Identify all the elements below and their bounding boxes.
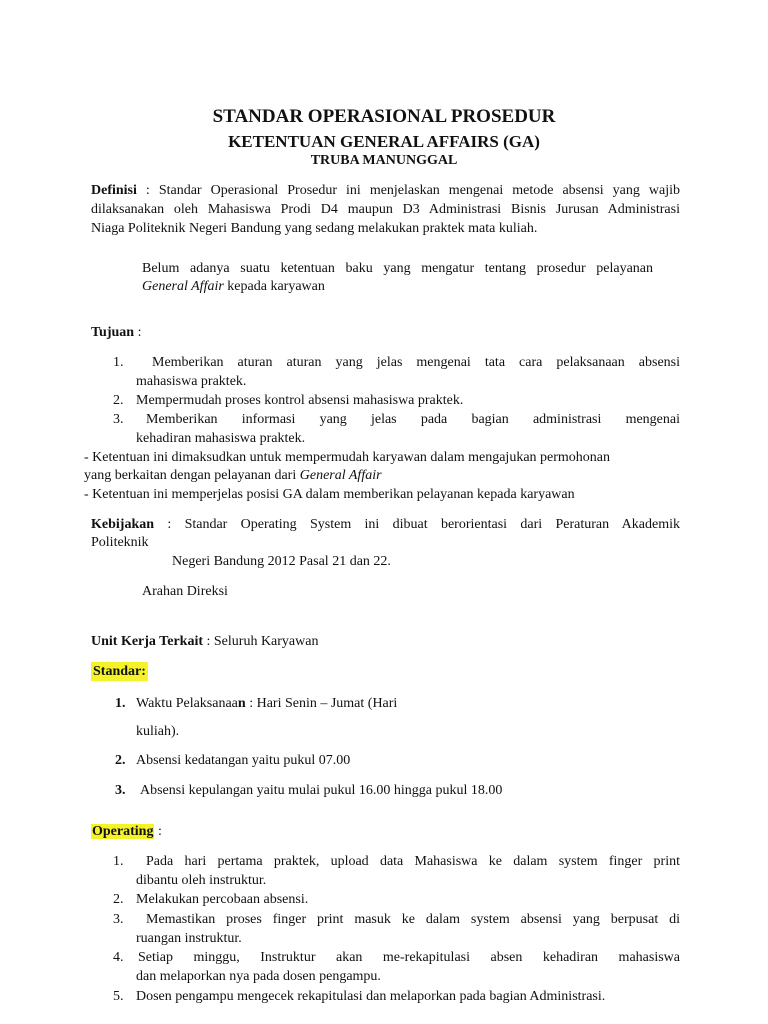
definisi-line-2: dilaksanakan oleh Mahasiswa Prodi D4 maupun D3 Administrasi Bisnis Jurusan Administrasi: [91, 202, 680, 217]
operating-item-3-line-2: ruangan instruktur.: [136, 931, 242, 946]
operating-label: Operating: [92, 824, 154, 839]
operating-item-4-num: 4.: [113, 950, 124, 965]
standar-item-1-bold: n: [237, 696, 246, 711]
company-name: TRUBA MANUNGGAL: [310, 153, 458, 168]
kebijakan-line-4: Arahan Direksi: [142, 584, 228, 599]
standar-item-3-num: 3.: [115, 783, 126, 798]
operating-item-4-line-1: Setiap minggu, Instruktur akan me-rekapitulasi absen kehadiran mahasiswa: [138, 950, 680, 965]
tujuan-sep: :: [134, 325, 142, 340]
tujuan-label: Tujuan: [91, 325, 135, 340]
operating-item-5-line-1: Dosen pengampu mengecek rekapitulasi dan melaporkan pada bagian Administrasi.: [136, 989, 606, 1004]
kebijakan-label: Kebijakan: [91, 517, 155, 532]
latar-line-2: [142, 277, 325, 296]
tujuan-item-1-line-2: mahasiswa praktek.: [136, 374, 247, 389]
operating-item-4-line-2: dan melaporkan nya pada dosen pengampu.: [136, 969, 381, 984]
tujuan-note-2: - Ketentuan ini memperjelas posisi GA dalam memberikan pelayanan kepada karyawan: [84, 487, 575, 502]
operating-sep: :: [154, 824, 162, 839]
kebijakan-text-1: : Standar Operating System ini dibuat berorientasi dari Peraturan Akademik: [154, 517, 680, 532]
definisi-text-1: Standar Operasional Prosedur ini menjelaskan mengenai metode absensi yang wajib: [158, 183, 681, 198]
tujuan-item-1-num: 1.: [113, 355, 124, 370]
standar-item-1-num: 1.: [115, 696, 126, 711]
standar-item-1-rest: : Hari Senin – Jumat (Hari: [245, 696, 398, 711]
unit-kerja-label: Unit Kerja Terkait: [91, 634, 203, 649]
operating-heading: [91, 822, 162, 841]
tujuan-item-2-num: 2.: [113, 393, 124, 408]
operating-item-1-num: 1.: [113, 854, 124, 869]
document-subtitle: KETENTUAN GENERAL AFFAIRS (GA): [228, 132, 540, 151]
tujuan-note-1-line-2: [84, 466, 382, 485]
latar-line-1: Belum adanya suatu ketentuan baku yang mengatur tentang prosedur pelayanan: [142, 261, 653, 276]
tujuan-note-1-italic: General Affair: [299, 468, 382, 483]
kebijakan-line-1: [91, 515, 680, 534]
standar-item-1-line-2: kuliah).: [136, 724, 180, 739]
standar-item-3-text: Absensi kepulangan yaitu mulai pukul 16.00 hingga pukul 18.00: [140, 783, 503, 798]
operating-item-3-num: 3.: [113, 912, 124, 927]
standar-item-1-text: Waktu Pelaksanaa: [136, 696, 238, 711]
definisi-line-3: Niaga Politeknik Negeri Bandung yang sedang melakukan praktek mata kuliah.: [91, 221, 538, 236]
tujuan-note-1-text: yang berkaitan dengan pelayanan dari: [84, 468, 300, 483]
tujuan-item-3-num: 3.: [113, 412, 124, 427]
standar-heading: Standar:: [93, 664, 146, 679]
operating-item-1-line-1: Pada hari pertama praktek, upload data Mahasiswa ke dalam system finger print: [146, 854, 680, 869]
kebijakan-line-3: Negeri Bandung 2012 Pasal 21 dan 22.: [172, 554, 391, 569]
operating-item-2-line-1: Melakukan percobaan absensi.: [136, 892, 309, 907]
unit-kerja-value: : Seluruh Karyawan: [203, 634, 319, 649]
standar-item-1-line-1: [136, 694, 397, 713]
tujuan-item-2-line-1: Mempermudah proses kontrol absensi mahasiswa praktek.: [136, 393, 464, 408]
latar-rest: kepada karyawan: [223, 279, 325, 294]
unit-kerja: [91, 632, 318, 651]
definisi-label: Definisi: [91, 183, 137, 198]
tujuan-item-1-line-1: Memberikan aturan aturan yang jelas mengenai tata cara pelaksanaan absensi: [152, 355, 680, 370]
definisi-sep: :: [136, 183, 159, 198]
standar-item-2-num: 2.: [115, 753, 126, 768]
operating-item-2-num: 2.: [113, 892, 124, 907]
kebijakan-line-2: Politeknik: [91, 535, 149, 550]
operating-item-1-line-2: dibantu oleh instruktur.: [136, 873, 267, 888]
document-title: STANDAR OPERASIONAL PROSEDUR: [212, 106, 556, 127]
latar-italic: General Affair: [142, 279, 224, 294]
tujuan-item-3-line-1: Memberikan informasi yang jelas pada bagian administrasi mengenai: [146, 412, 680, 427]
operating-item-5-num: 5.: [113, 989, 124, 1004]
operating-item-3-line-1: Memastikan proses finger print masuk ke dalam system absensi yang berpusat di: [146, 912, 680, 927]
standar-item-2-text: Absensi kedatangan yaitu pukul 07.00: [136, 753, 351, 768]
tujuan-item-3-line-2: kehadiran mahasiswa praktek.: [136, 431, 306, 446]
tujuan-heading: [91, 323, 141, 342]
tujuan-note-1-line-1: - Ketentuan ini dimaksudkan untuk mempermudah karyawan dalam mengajukan permohonan: [84, 450, 611, 465]
definisi-line-1: [91, 181, 680, 200]
